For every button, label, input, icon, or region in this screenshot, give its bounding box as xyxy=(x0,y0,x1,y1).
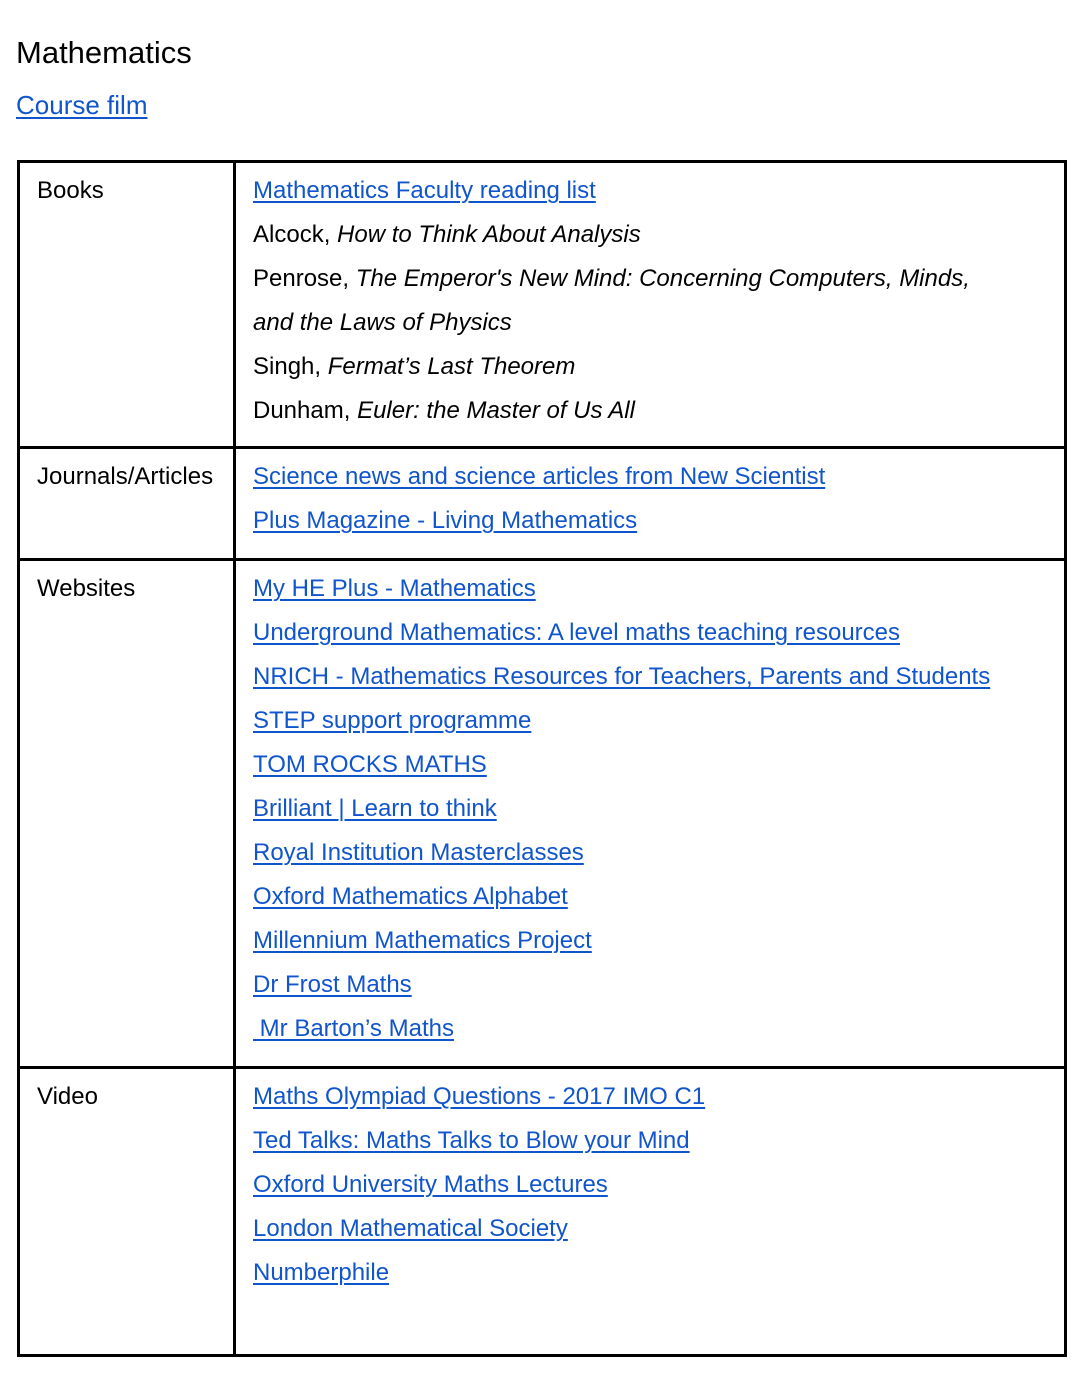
category-cell-video: Video xyxy=(19,1068,235,1356)
list-item xyxy=(253,737,1064,781)
book-title: How to Think About Analysis xyxy=(337,221,641,248)
website-link[interactable]: Mr Barton’s Maths xyxy=(253,1015,454,1042)
list-item xyxy=(253,693,1064,737)
website-link[interactable]: Oxford Mathematics Alphabet xyxy=(253,883,568,910)
list-item xyxy=(253,781,1064,825)
list-item xyxy=(253,605,1064,649)
list-item xyxy=(253,561,1064,605)
course-film-link[interactable]: Course film xyxy=(16,90,148,120)
website-link[interactable]: Brilliant | Learn to think xyxy=(253,795,497,822)
reading-list-link[interactable]: Mathematics Faculty reading list xyxy=(253,177,596,204)
video-list xyxy=(253,1069,1064,1289)
book-title: The Emperor's New Mind: Concerning Computers, Minds, xyxy=(355,265,970,292)
books-list xyxy=(253,163,1064,445)
list-item xyxy=(253,251,1064,295)
website-link[interactable]: NRICH - Mathematics Resources for Teachers, Parents and Students xyxy=(253,663,991,690)
list-item xyxy=(253,1157,1064,1201)
list-item xyxy=(253,1001,1064,1045)
list-item xyxy=(253,295,1064,339)
book-author: Dunham, xyxy=(253,397,358,424)
table-row-journals xyxy=(19,448,1066,560)
list-item xyxy=(253,383,1064,427)
table-row-video xyxy=(19,1068,1066,1356)
book-title: Fermat’s Last Theorem xyxy=(327,353,576,380)
category-cell-books: Books xyxy=(19,162,235,448)
video-link[interactable]: Oxford University Maths Lectures xyxy=(253,1171,608,1198)
video-link[interactable]: Maths Olympiad Questions - 2017 IMO C1 xyxy=(253,1083,706,1110)
website-link[interactable]: My HE Plus - Mathematics xyxy=(253,575,536,602)
resources-table xyxy=(17,160,1067,1357)
book-title: Euler: the Master of Us All xyxy=(357,397,635,424)
list-item xyxy=(253,825,1064,869)
category-cell-journals: Journals/Articles xyxy=(19,448,235,560)
website-link[interactable]: Underground Mathematics: A level maths teaching resources xyxy=(253,619,901,646)
list-item xyxy=(253,913,1064,957)
items-cell-websites xyxy=(235,560,1066,1068)
list-item xyxy=(253,207,1064,251)
list-item xyxy=(253,957,1064,1001)
list-item xyxy=(253,1245,1064,1289)
page-title: Mathematics xyxy=(16,35,192,70)
video-link[interactable]: London Mathematical Society xyxy=(253,1215,568,1242)
category-cell-websites: Websites xyxy=(19,560,235,1068)
video-link[interactable]: Numberphile xyxy=(253,1259,390,1286)
book-title: and the Laws of Physics xyxy=(253,309,512,336)
website-link[interactable]: STEP support programme xyxy=(253,707,532,734)
website-link[interactable]: Royal Institution Masterclasses xyxy=(253,839,584,866)
list-item xyxy=(253,493,1064,537)
journal-link[interactable]: Plus Magazine - Living Mathematics xyxy=(253,507,638,534)
website-link[interactable]: Millennium Mathematics Project xyxy=(253,927,592,954)
book-author: Alcock, xyxy=(253,221,338,248)
items-cell-journals xyxy=(235,448,1066,560)
table-row-books xyxy=(19,162,1066,448)
website-link[interactable]: Dr Frost Maths xyxy=(253,971,412,998)
list-item xyxy=(253,163,1064,207)
list-item xyxy=(253,449,1064,493)
list-item xyxy=(253,1113,1064,1157)
list-item xyxy=(253,869,1064,913)
websites-list xyxy=(253,561,1064,1045)
table-row-websites xyxy=(19,560,1066,1068)
journals-list xyxy=(253,449,1064,537)
items-cell-video xyxy=(235,1068,1066,1356)
journal-link[interactable]: Science news and science articles from New Scientist xyxy=(253,463,826,490)
list-item xyxy=(253,649,1064,693)
video-link[interactable]: Ted Talks: Maths Talks to Blow your Mind xyxy=(253,1127,690,1154)
list-item xyxy=(253,1069,1064,1113)
list-item xyxy=(253,1201,1064,1245)
website-link[interactable]: TOM ROCKS MATHS xyxy=(253,751,487,778)
list-item xyxy=(253,339,1064,383)
book-author: Singh, xyxy=(253,353,328,380)
book-author: Penrose, xyxy=(253,265,356,292)
items-cell-books xyxy=(235,162,1066,448)
